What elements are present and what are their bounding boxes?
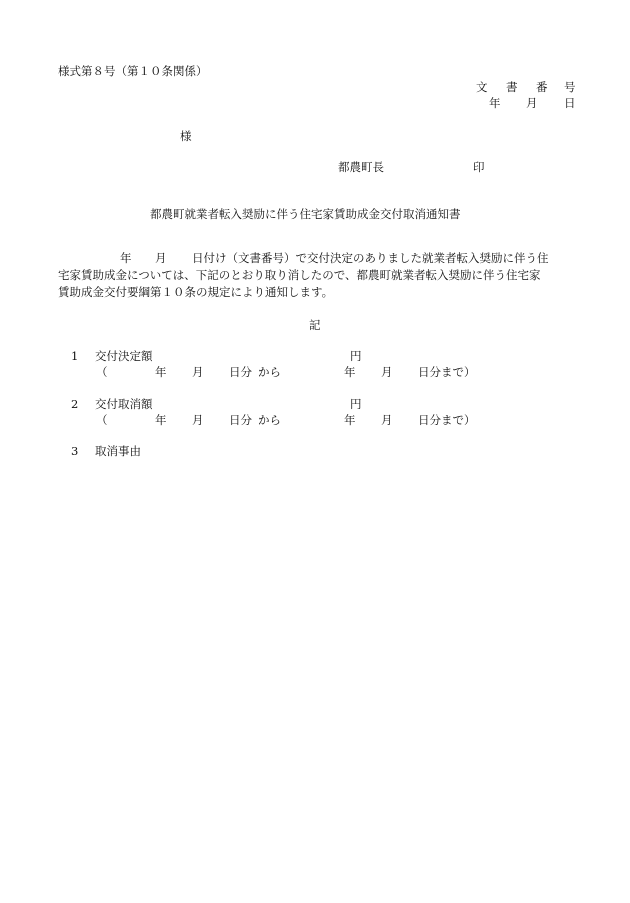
from-year-label: 年 <box>155 365 167 379</box>
item-label: 取消事由 <box>95 444 141 458</box>
to-day-label: 日分まで） <box>418 413 476 427</box>
doc-number-char: 文 <box>476 80 488 94</box>
from-day-label: 日分 <box>229 413 252 427</box>
body-paragraph <box>58 250 578 301</box>
to-year-label: 年 <box>344 413 356 427</box>
doc-number-char: 号 <box>564 80 576 94</box>
to-month-label: 月 <box>381 413 393 427</box>
body-line-1 <box>58 250 578 267</box>
item-number: 2 <box>71 397 79 411</box>
from-month-label: 月 <box>192 413 204 427</box>
date-day-label: 日 <box>564 96 576 110</box>
date-year-label: 年 <box>489 96 501 110</box>
item-label: 交付決定額 <box>95 349 153 363</box>
recipient-suffix: 様 <box>180 129 192 143</box>
to-day-label: 日分まで） <box>418 365 476 379</box>
yen-unit: 円 <box>350 349 362 363</box>
form-number: 様式第８号（第１０条関係） <box>58 64 208 78</box>
seal-mark: 印 <box>473 160 485 174</box>
open-paren: （ <box>96 413 108 427</box>
to-year-label: 年 <box>344 365 356 379</box>
yen-unit: 円 <box>350 397 362 411</box>
from-month-label: 月 <box>192 365 204 379</box>
ki-heading: 記 <box>309 318 321 332</box>
to-month-label: 月 <box>381 365 393 379</box>
item-number: 1 <box>71 349 79 363</box>
body-line-3: 賃助成金交付要綱第１０条の規定により通知します。 <box>58 285 334 299</box>
open-paren: （ <box>96 365 108 379</box>
document-title: 都農町就業者転入奨励に伴う住宅家賃助成金交付取消通知書 <box>150 207 461 221</box>
from-kara-label: から <box>258 413 281 427</box>
item-number: 3 <box>71 444 79 458</box>
doc-number-char: 番 <box>536 80 548 94</box>
date-month-label: 月 <box>526 96 538 110</box>
from-day-label: 日分 <box>229 365 252 379</box>
from-kara-label: から <box>258 365 281 379</box>
item-label: 交付取消額 <box>95 397 153 411</box>
body-year-label: 年 <box>120 251 132 265</box>
body-line-1-text: 日付け（文書番号）で交付決定のありました就業者転入奨励に伴う住 <box>192 251 549 265</box>
body-month-label: 月 <box>155 251 167 265</box>
issuer-name: 都農町長 <box>338 160 384 174</box>
from-year-label: 年 <box>155 413 167 427</box>
body-line-2: 宅家賃助成金については、下記のとおり取り消したので、都農町就業者転入奨励に伴う住宅家 <box>58 268 541 282</box>
doc-number-char: 書 <box>506 80 518 94</box>
